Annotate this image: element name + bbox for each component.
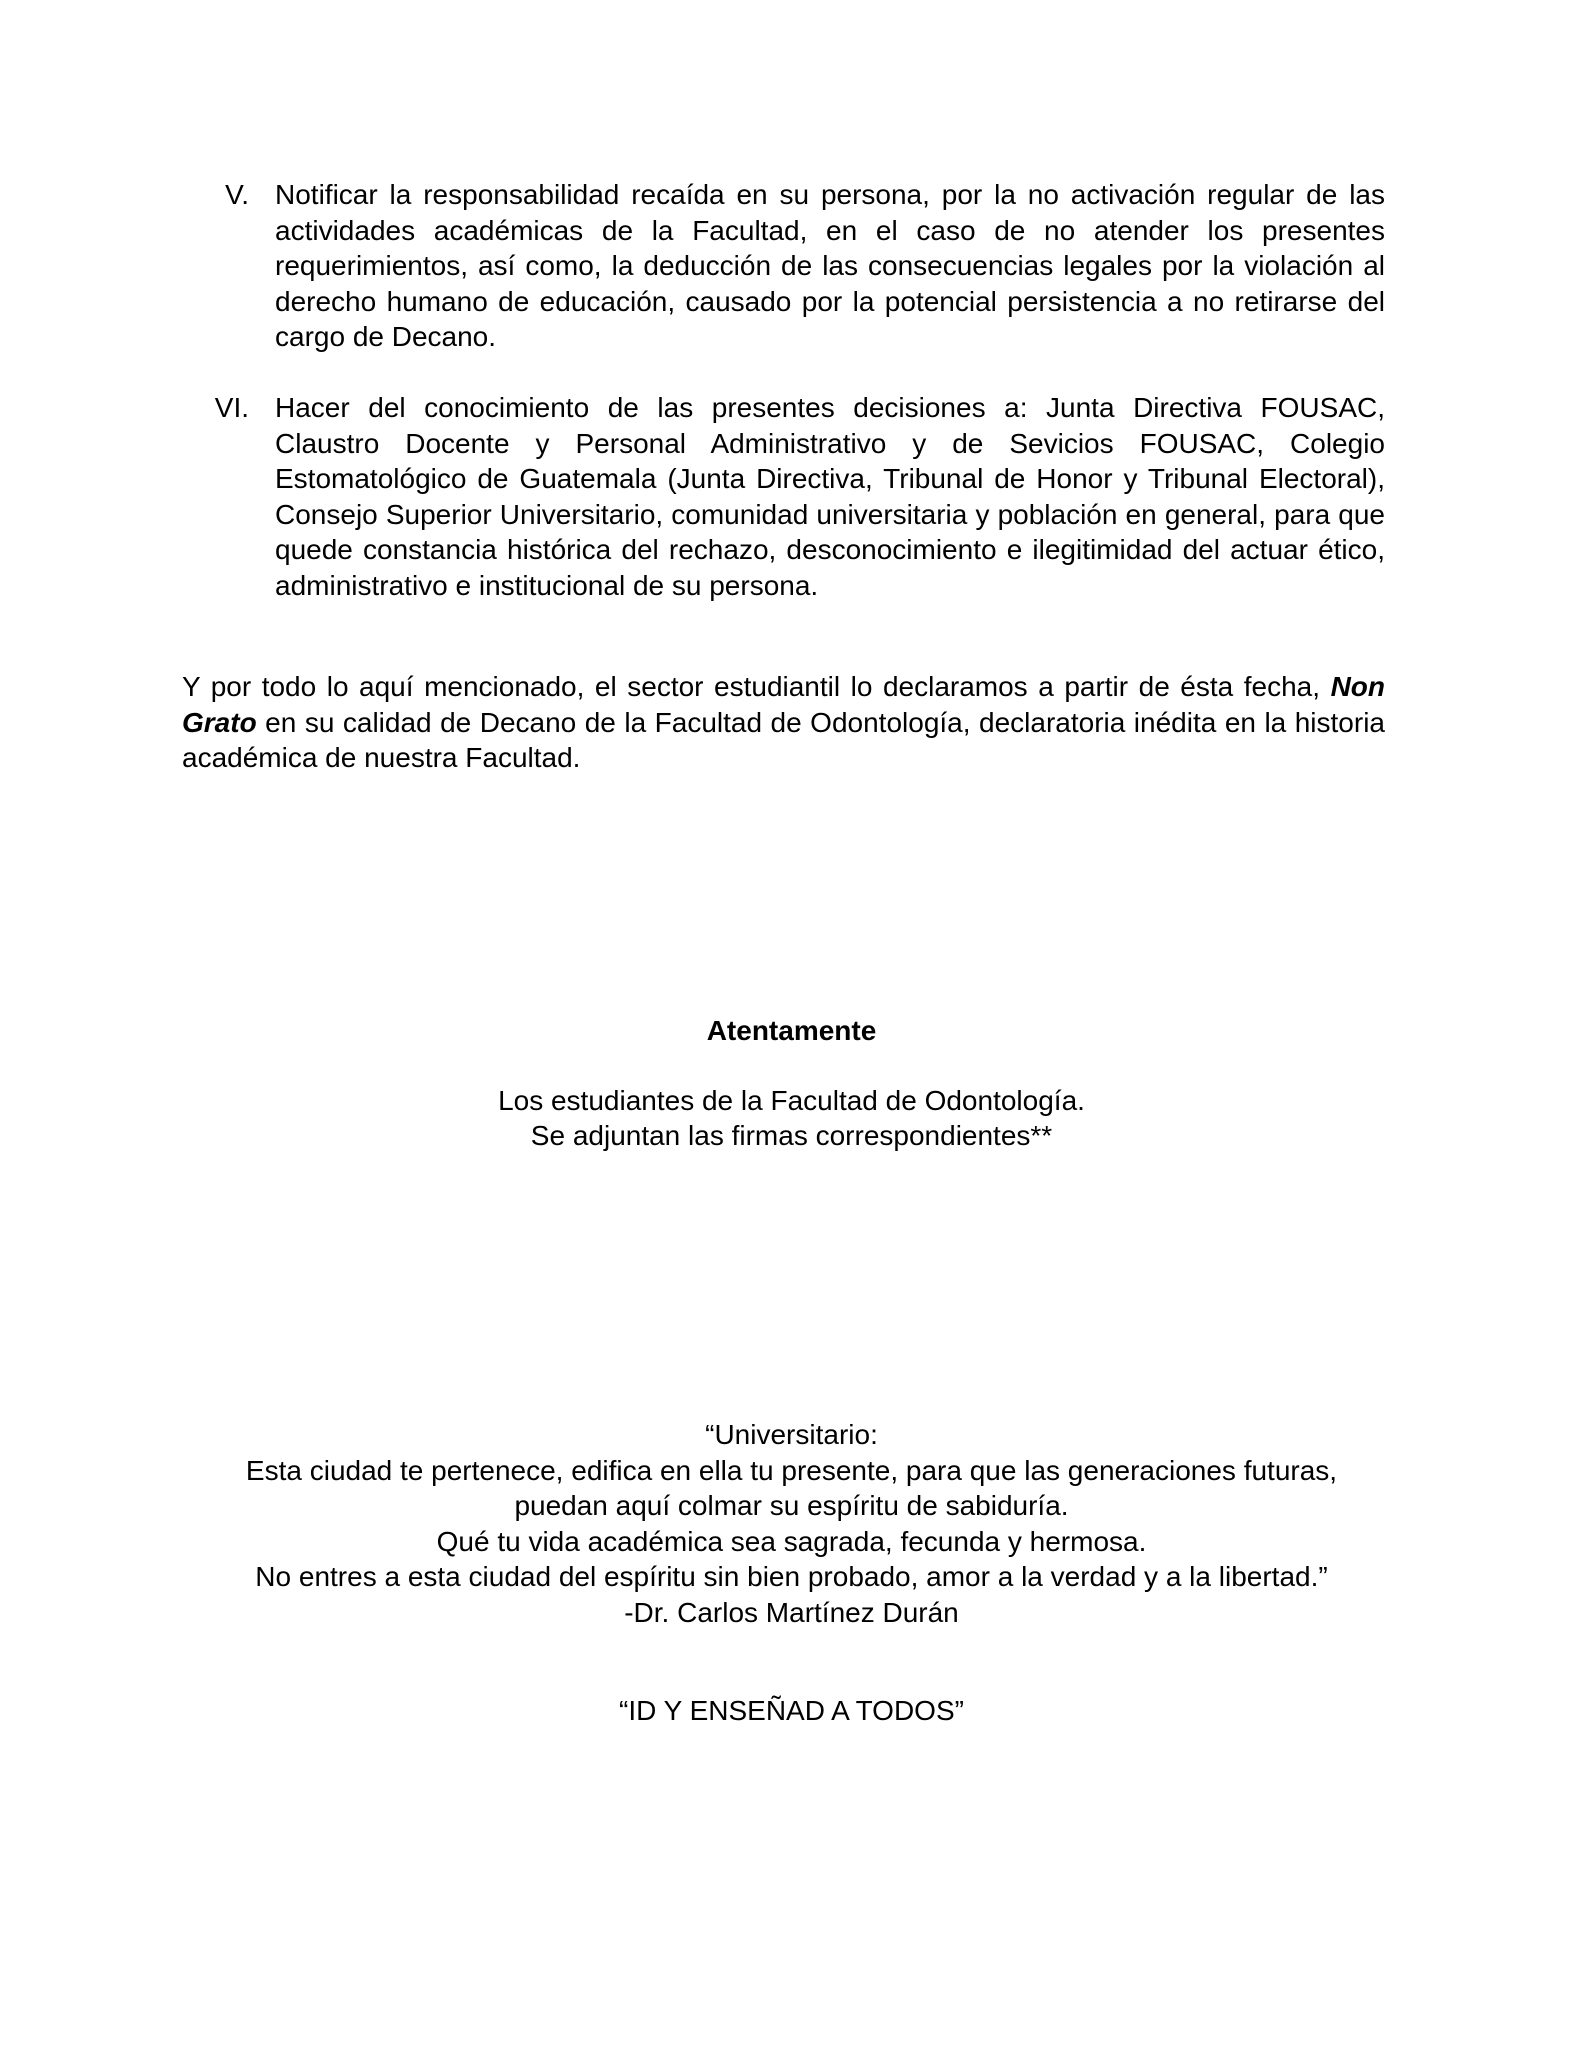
list-marker: VI. — [214, 392, 249, 423]
list-item-text: Notificar la responsabilidad recaída en su persona, por la no activación regular de las actividades académicas de la Facultad, en el caso de no atender los presentes requerimientos, así como, la deducción de las consecuencias legales por la violación al derecho humano de educación, causado por la potencial persistencia a no retirarse del cargo de Decano. — [275, 179, 1385, 352]
quote-line: Qué tu vida académica sea sagrada, fecunda y hermosa. — [436, 1525, 1147, 1557]
quote-line: Esta ciudad te pertenece, edifica en ella tu presente, para que las generaciones futuras, — [245, 1454, 1338, 1486]
closing-paragraph — [182, 669, 1385, 776]
signatures-note: Se adjuntan las firmas correspondientes** — [530, 1120, 1053, 1151]
non-grato-emphasis: Non Grato — [182, 671, 1385, 738]
quote-line: puedan aquí colmar su espíritu de sabiduría. — [514, 1490, 1069, 1521]
quote-line: “Universitario: — [705, 1419, 878, 1450]
closing-text-before: Y por todo lo aquí mencionado, el sector estudiantil lo declaramos a partir de ésta fecha, — [182, 671, 1331, 702]
closing-text-after: en su calidad de Decano de la Facultad de Odontología, declaratoria inédita en la historia académica de nuestra Facultad. — [182, 706, 1385, 773]
salutation: Atentamente — [706, 1015, 877, 1046]
list-marker: V. — [225, 179, 249, 210]
quote-block — [0, 1417, 1583, 1630]
quote-author: -Dr. Carlos Martínez Durán — [624, 1596, 959, 1628]
list-item-text: Hacer del conocimiento de las presentes decisiones a: Junta Directiva FOUSAC, Claustro Docente y Personal Administrativo y de Sevicios FOUSAC, Colegio Estomatológico de Guatemala (Junta Directiva, Tribunal de Honor y Tribunal Electoral), Consejo Superior Universitario, comunidad universitaria y población en general, para que quede constancia histórica del rechazo, desconocimiento e ilegitimidad del actuar ético, administrativo e institucional de su persona. — [275, 392, 1385, 601]
motto: “ID Y ENSEÑAD A TODOS” — [619, 1695, 964, 1726]
quote-line: No entres a esta ciudad del espíritu sin bien probado, amor a la verdad y a la libertad.” — [255, 1561, 1328, 1592]
signatory-line: Los estudiantes de la Facultad de Odontología. — [498, 1085, 1085, 1116]
